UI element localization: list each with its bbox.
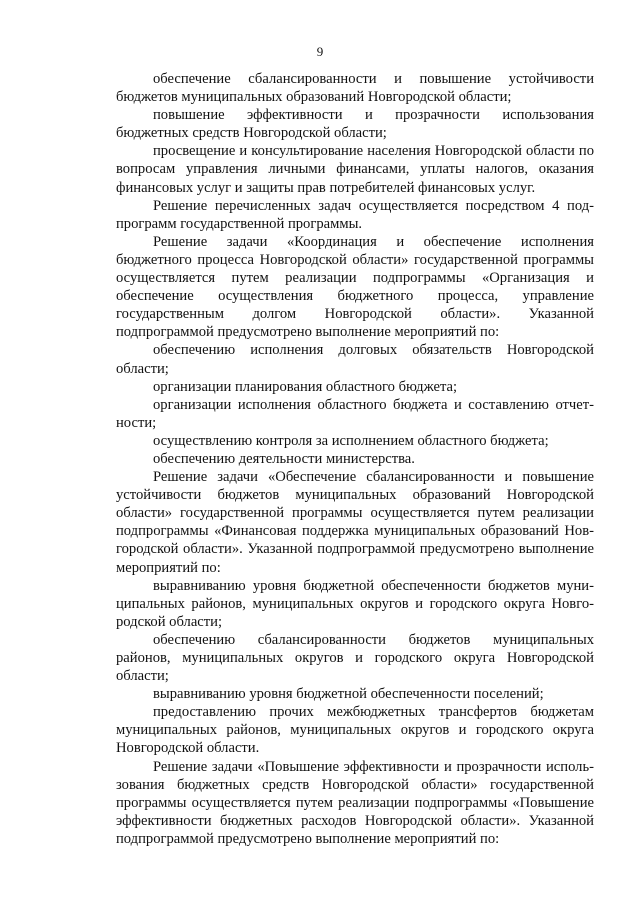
paragraph: повышение эффективности и прозрачности использования бюджетных средств Новгородской области; [116,107,594,142]
page-number: 9 [316,44,324,59]
paragraph: обеспечение сбалансированности и повышение устойчивости бюджетов муниципальных образований Новгородской области; [116,71,594,106]
paragraph: организации исполнения областного бюджета и составлению отчетности; [116,396,594,431]
paragraph: Решение перечисленных задач осуществляется посредством 4 подпрограмм государственной программы. [116,197,594,232]
paragraph: обеспечению сбалансированности бюджетов муниципальных районов, муниципальных округов и городского округа Новгородской области; [116,631,594,685]
paragraph: предоставлению прочих межбюджетных трансфертов бюджетам муниципальных районов, муниципальных округов и городского округа Новгородской области. [116,704,594,757]
paragraph: обеспечению деятельности министерства. [153,450,415,467]
paragraph: Решение задачи «Повышение эффективности и прозрачности использования бюджетных средств Новгородской области» государственной программы осуществляется путем реализации подпрограммы «Повышение эффективности бюджетных расходов Новгородской области». Указанной подпрограммой предусмотрено выполнение мероприятий по: [116,758,594,847]
document-body [116,70,594,848]
paragraph: выравниванию уровня бюджетной обеспеченности бюджетов муниципальных районов, муниципальных округов и городского округа Новгородской области; [116,577,594,630]
paragraph: обеспечению исполнения долговых обязательств Новгородской области; [116,342,594,377]
paragraph: выравниванию уровня бюджетной обеспеченности поселений; [153,686,544,703]
paragraph: просвещение и консультирование населения Новгородской области по вопросам управления личными финансами, уплаты налогов, оказания финансовых услуг и защиты прав потребителей финансовых услуг. [116,143,594,196]
paragraph: Решение задачи «Обеспечение сбалансированности и повышение устойчивости бюджетов муниципальных образований Новгородской области» государственной программы осуществляется путем реализации подпрограммы «Финансовая поддержка муниципальных образований Новгородской области». Указанной подпрограммой предусмотрено выполнение мероприятий по: [116,469,594,576]
paragraph: Решение задачи «Координация и обеспечение исполнения бюджетного процесса Новгородской области» государственной программы осуществляется путем реализации подпрограммы «Организация и обеспечение осуществления бюджетного процесса, управление государственным долгом Новгородской области». Указанной подпрограммой предусмотрено выполнение мероприятий по: [116,233,594,341]
paragraph: осуществлению контроля за исполнением областного бюджета; [153,432,549,449]
paragraph: организации планирования областного бюджета; [153,378,458,395]
